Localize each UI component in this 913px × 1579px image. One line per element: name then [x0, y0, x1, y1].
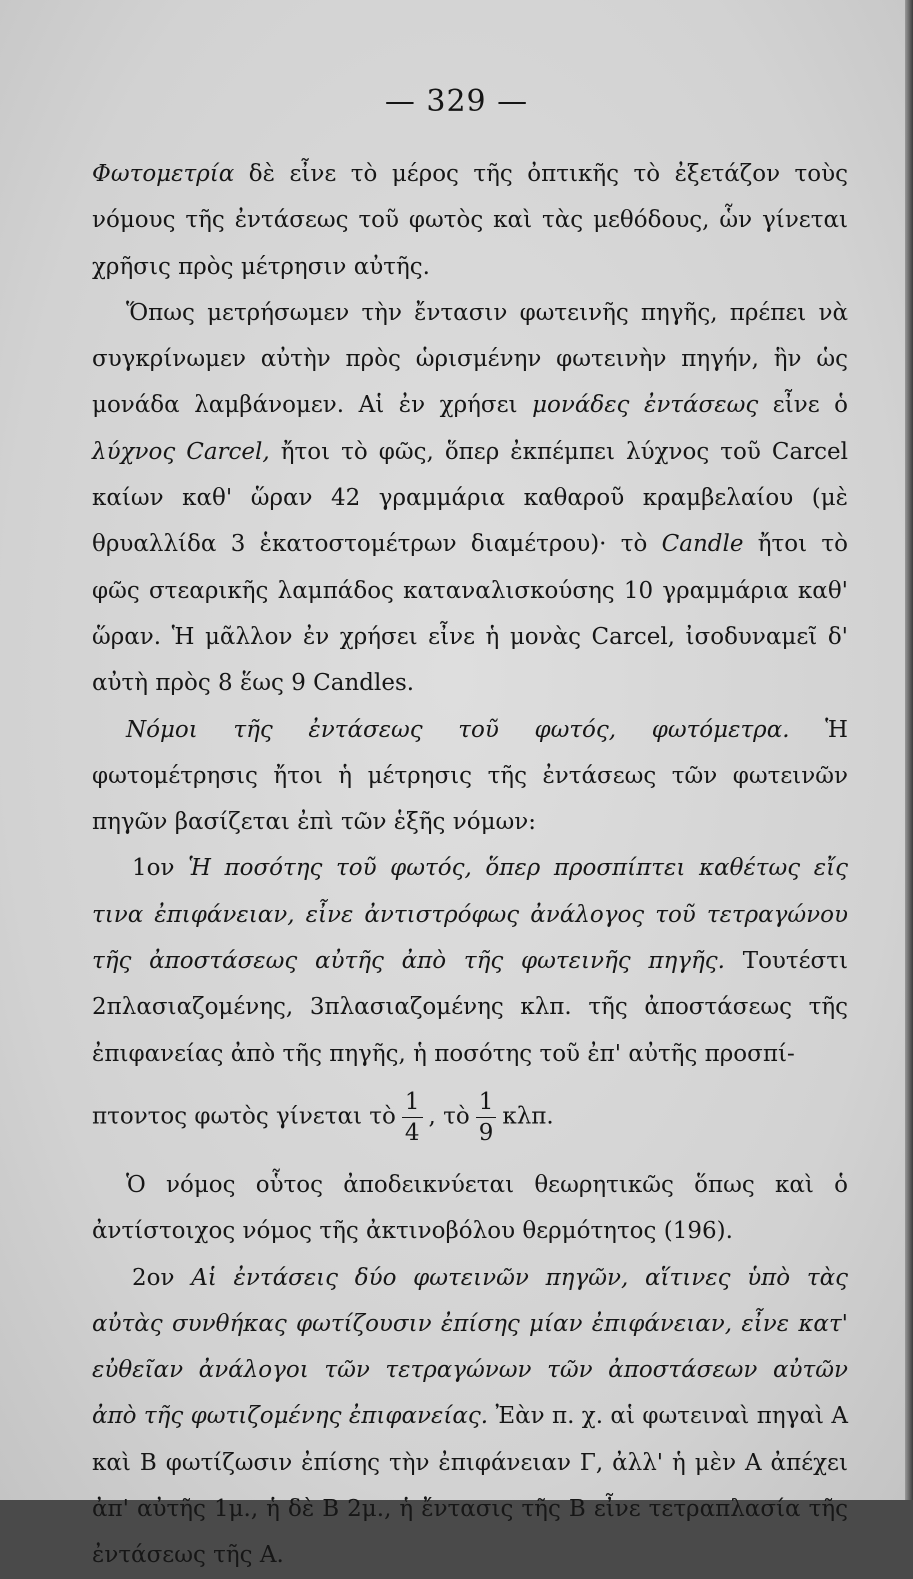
formula-text-mid: , τὸ — [428, 1103, 470, 1130]
law-1-statement: Ἡ ποσότης τοῦ φωτός, ὅπερ προσπίπτει καθέτως εἴς τινα ἐπιφάνειαν, εἶνε ἀντιστρόφως ἀνάλογος τοῦ τετραγώνου τῆς ἀποστάσεως αὐτῆς ἀπὸ τῆς φωτεινῆς πηγῆς. — [92, 855, 848, 975]
fraction-one-ninth — [476, 1087, 497, 1148]
formula-text-pre: πτοντος φωτὸς γίνεται τὸ — [92, 1103, 396, 1130]
law-2-number: 2ον — [132, 1264, 175, 1291]
units-term-intensity: μονάδες ἐντάσεως — [532, 392, 759, 419]
term-photometry: Φωτομετρία — [92, 161, 235, 187]
law-2-statement: Αἱ ἐντάσεις δύο φωτεινῶν πηγῶν, αἵτινες ὑπὸ τὰς αὐτὰς συνθήκας φωτίζουσιν ἐπίσης μίαν ἐπιφάνειαν, εἶνε κατ' εὐθεῖαν ἀνάλογοι τῶν τετραγώνων τῶν ἀποστάσεων αὐτῶν ἀπὸ τῆς φωτιζομένης ἐπιφανείας. — [92, 1264, 848, 1430]
units-term-candle: Candle — [661, 531, 744, 558]
units-text-3: ἤτοι τὸ φῶς, ὅπερ ἐκπέμπει λύχνος τοῦ Carcel καίων καθ' ὥραν 42 γραμμάρια καθαροῦ κραμβελαίου (μὲ θρυαλλίδα 3 ἑκατοστομέτρων διαμέτρου)· τὸ — [92, 438, 848, 558]
paragraph-proof-note: Ὁ νόμος οὗτος ἀποδεικνύεται θεωρητικῶς ὅπως καὶ ὁ ἀντίστοιχος νόμος τῆς ἀκτινοβόλου θερμότητος (196). — [92, 1171, 848, 1245]
law-1 — [92, 845, 848, 1076]
laws-intro-text: Ἡ φωτομέτρησις ἤτοι ἡ μέτρησις τῆς ἐντάσεως τῶν φωτεινῶν πηγῶν βασίζεται ἐπὶ τῶν ἑξῆς νόμων: — [92, 716, 848, 836]
fraction-1-denominator: 4 — [404, 1119, 420, 1146]
paragraph-units — [92, 290, 848, 707]
section-heading: Νόμοι τῆς ἐντάσεως τοῦ φωτός, φωτόμετρα. — [126, 716, 790, 743]
units-term-carcel: λύχνος Carcel, — [92, 438, 270, 465]
law-1-explanation: Τουτέστι 2πλασιαζομένης, 3πλασιαζομένης κλπ. τῆς ἀποστάσεως τῆς ἐπιφανείας ἀπὸ τῆς πηγῆς, ἡ ποσότης τοῦ ἐπ' αὐτῆς προσπί- — [92, 948, 848, 1067]
page-number: — 329 — — [384, 84, 529, 119]
fraction-1-numerator: 1 — [402, 1087, 423, 1118]
fraction-2-denominator: 9 — [478, 1119, 494, 1146]
units-text-2: εἶνε ὁ — [758, 392, 848, 419]
page-body — [92, 151, 848, 1579]
units-text-4: ἤτοι τὸ φῶς στεαρικῆς λαμπάδος καταναλισκούσης 10 γραμμάρια καθ' ὥραν. Ἡ μᾶλλον ἐν χρήσει εἶνε ἡ μονὰς Carcel, ἰσοδυναμεῖ δ' αὐτὴ πρὸς 8 ἕως 9 Candles. — [92, 531, 849, 697]
law-2 — [92, 1255, 848, 1579]
units-text-1: Ὅπως μετρήσωμεν τὴν ἔντασιν φωτεινῆς πηγῆς, πρέπει νὰ συγκρίνωμεν αὐτὴν πρὸς ὡρισμένην φωτεινὴν πηγήν, ἣν ὡς μονάδα λαμβάνομεν. Αἱ ἐν χρήσει — [92, 299, 848, 419]
law-1-number: 1ον — [132, 855, 175, 882]
paragraph-photometry-definition — [92, 151, 848, 290]
paragraph-laws-intro — [92, 707, 848, 846]
formula-line — [92, 1087, 848, 1148]
law-2-explanation: Ἐὰν π. χ. αἱ φωτειναὶ πηγαὶ Α καὶ Β φωτίζωσιν ἐπίσης τὴν ἐπιφάνειαν Γ, ἀλλ' ἡ μὲν Α ἀπέχει ἀπ' αὐτῆς 1μ., ἡ δὲ Β 2μ., ἡ ἔντασις τῆς Β εἶνε τετραπλασία τῆς ἐντάσεως τῆς Α. — [92, 1403, 849, 1569]
page-edge-shadow — [905, 0, 913, 1500]
formula-text-post: κλπ. — [502, 1103, 554, 1130]
fraction-2-numerator: 1 — [476, 1087, 497, 1118]
fraction-one-quarter — [402, 1087, 423, 1148]
definition-text: δὲ εἶνε τὸ μέρος τῆς ὀπτικῆς τὸ ἐξετάζον τοὺς νόμους τῆς ἐντάσεως τοῦ φωτὸς καὶ τὰς μεθόδους, ὧν γίνεται χρῆσις πρὸς μέτρησιν αὐτῆς. — [92, 161, 848, 280]
